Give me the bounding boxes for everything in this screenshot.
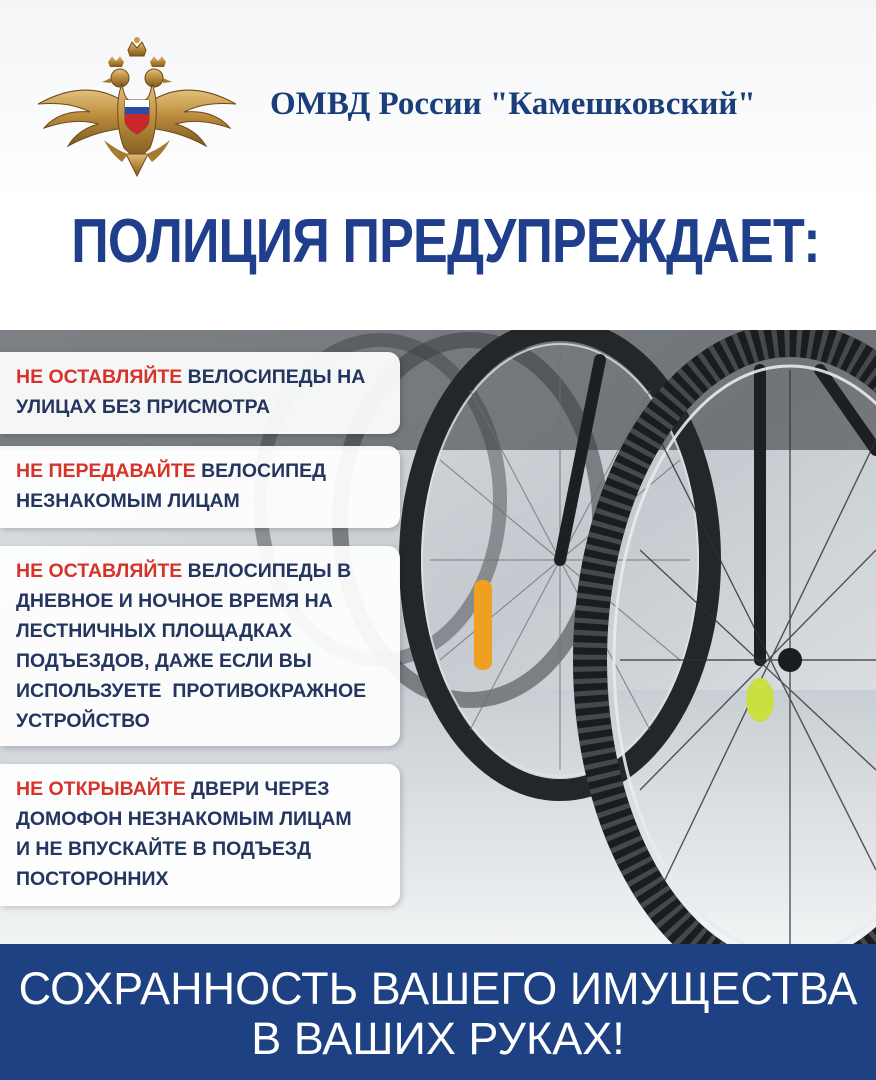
- warning-card-intercom: [0, 764, 400, 906]
- card-highlight: НЕ ПЕРЕДАВАЙТЕ: [16, 460, 196, 482]
- double-headed-eagle-emblem-icon: [34, 36, 240, 178]
- card-line: ВЕЛОСИПЕД: [195, 460, 327, 482]
- card-line: УЛИЦАХ БЕЗ ПРИСМОТРА: [16, 396, 271, 418]
- card-line: ВЕЛОСИПЕДЫ НА: [182, 366, 366, 388]
- headline: [0, 206, 876, 277]
- card-text: [16, 362, 390, 392]
- footer-line-1: СОХРАННОСТЬ ВАШЕГО ИМУЩЕСТВА: [18, 963, 858, 1014]
- poster-header: [0, 0, 876, 330]
- headline-text: ПОЛИЦИЯ ПРЕДУПРЕЖДАЕТ:: [71, 207, 820, 276]
- footer-line-2: В ВАШИХ РУКАХ!: [251, 1013, 625, 1064]
- card-text: [16, 556, 390, 586]
- warning-card-strangers: [0, 446, 400, 528]
- card-text: [16, 456, 390, 486]
- card-line: ПОСТОРОННИХ: [16, 868, 169, 890]
- footer-banner: [0, 944, 876, 1080]
- card-line: ИСПОЛЬЗУЕТЕ ПРОТИВОКРАЖНОЕ: [16, 680, 367, 702]
- card-line: ДВЕРИ ЧЕРЕЗ: [185, 778, 330, 800]
- warning-card-stairwells: [0, 546, 400, 746]
- org-name: ОМВД России "Камешковский": [270, 86, 756, 122]
- card-line: И НЕ ВПУСКАЙТЕ В ПОДЪЕЗД: [16, 838, 311, 860]
- card-text: [16, 774, 390, 804]
- card-highlight: НЕ ОСТАВЛЯЙТЕ: [16, 366, 183, 388]
- card-line: ВЕЛОСИПЕДЫ В: [182, 560, 352, 582]
- card-line: ДНЕВНОЕ И НОЧНОЕ ВРЕМЯ НА: [16, 590, 333, 612]
- card-line: НЕЗНАКОМЫМ ЛИЦАМ: [16, 490, 240, 512]
- card-highlight: НЕ ОСТАВЛЯЙТЕ: [16, 560, 183, 582]
- card-line: ДОМОФОН НЕЗНАКОМЫМ ЛИЦАМ: [16, 808, 352, 830]
- card-line: ЛЕСТНИЧНЫХ ПЛОЩАДКАХ: [16, 620, 293, 642]
- card-line: ПОДЪЕЗДОВ, ДАЖЕ ЕСЛИ ВЫ: [16, 650, 312, 672]
- card-line: УСТРОЙСТВО: [16, 710, 150, 732]
- warning-card-unattended-bicycles: [0, 352, 400, 434]
- card-highlight: НЕ ОТКРЫВАЙТЕ: [16, 778, 186, 800]
